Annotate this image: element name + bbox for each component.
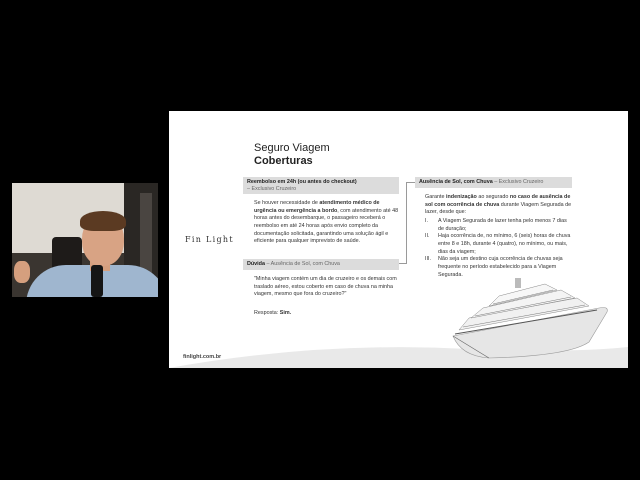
reembolso-subtitle: – Exclusivo Cruzeiro xyxy=(247,186,297,193)
list-text: Haja ocorrência de, no mínimo, 6 (seis) horas de chuva entre 8 e 18h, durante 4 (quatro), no mínimo, ou mais, dias da viagem; xyxy=(438,233,571,255)
list-item xyxy=(425,233,573,256)
microphone xyxy=(91,265,103,297)
connector-line xyxy=(399,263,407,264)
chuva-header xyxy=(415,177,572,188)
list-number: I. xyxy=(425,218,428,224)
reembolso-text: , com atendimento até 48 horas antes do desembarque, o passageiro receberá o reembolso em até 24 horas após envio completo da documentação solicitada, garantindo uma solução ágil e eficiente para qualquer imprevisto de saúde. xyxy=(254,207,399,245)
chuva-title: Ausência de Sol, com Chuva xyxy=(419,179,493,185)
list-number: III. xyxy=(425,256,431,263)
reembolso-text: Se houver necessidade de xyxy=(254,200,320,206)
chuva-text: durante Viagem Segurada de lazer, desde que: xyxy=(425,201,572,216)
brand-logo: Fin Light xyxy=(185,235,234,244)
chuva-text: Garante xyxy=(425,194,446,200)
list-item xyxy=(425,218,573,233)
slide-subtitle: Coberturas xyxy=(254,155,313,167)
reembolso-body xyxy=(254,200,399,246)
webcam-video xyxy=(12,183,158,297)
list-text: A Viagem Segurada de lazer tenha pelo menos 7 dias de duração; xyxy=(438,218,567,232)
cruise-ship-image xyxy=(449,276,609,361)
slide-title: Seguro Viagem xyxy=(254,142,330,154)
answer-value: Sim. xyxy=(279,310,292,316)
connector-line xyxy=(406,182,407,264)
duvida-answer xyxy=(254,310,291,318)
website-footer: finlight.com.br xyxy=(183,354,222,360)
reembolso-bold-text: atendimento médico de urgência ou emergência a bordo xyxy=(254,200,380,214)
presenter-hand xyxy=(14,261,30,283)
duvida-question: "Minha viagem contém um dia de cruzeiro e os demais com traslado aéreo, estou coberto em caso de chuva na minha viagem, mesmo que fora do cruzeiro?" xyxy=(254,276,397,298)
reembolso-title: Reembolso em 24h (ou antes do checkout) xyxy=(247,179,357,185)
background-shelf xyxy=(140,193,152,273)
chuva-subtitle: – Exclusivo Cruzeiro xyxy=(494,179,544,185)
presentation-slide xyxy=(169,111,628,368)
duvida-subtitle: – Ausência de Sol, com Chuva xyxy=(266,261,340,267)
reembolso-header xyxy=(243,177,399,194)
list-text: Não seja um destino cuja ocorrência de chuvas seja frequente no período estabelecido para a Viagem Segurada. xyxy=(438,256,563,278)
list-number: II. xyxy=(425,233,430,240)
chuva-bold-text: no caso de ausência de sol com ocorrência de chuva xyxy=(425,194,571,208)
presenter-hair xyxy=(80,211,126,231)
conditions-list xyxy=(425,218,573,279)
duvida-title: Dúvida xyxy=(247,261,265,267)
chuva-bold-text: indenização xyxy=(445,194,477,200)
answer-label: Resposta: xyxy=(254,310,280,316)
chuva-intro xyxy=(425,194,573,217)
chuva-text: ao segurado xyxy=(476,194,510,200)
duvida-header xyxy=(243,259,399,270)
connector-line xyxy=(406,182,415,183)
